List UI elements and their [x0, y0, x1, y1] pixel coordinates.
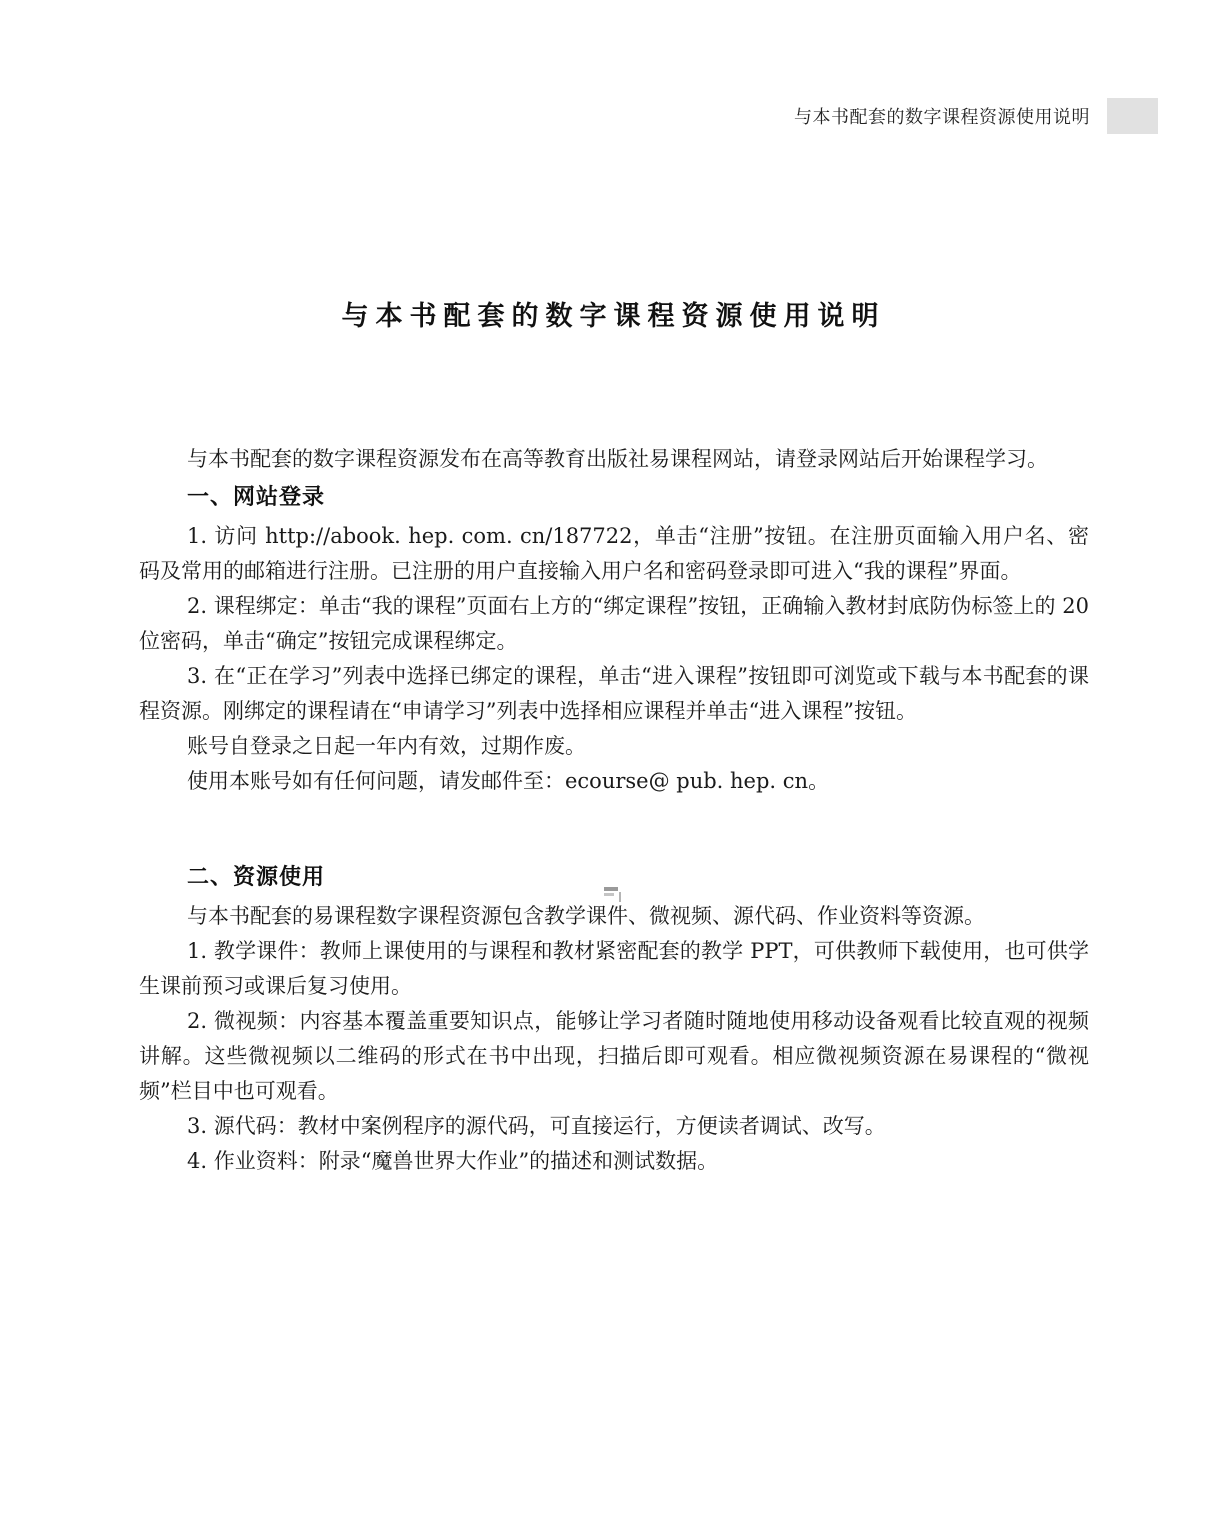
account-validity-note: 账号自登录之日起一年内有效，过期作废。: [187, 734, 586, 758]
login-step-1: 1. 访问 http://abook. hep. com. cn/187722，单击“注册”按钮。在注册页面输入用户名、密码及常用的邮箱进行注册。已注册的用户直接输入用户名和密码登录即可进入“我的课程”界面。: [139, 524, 1089, 583]
login-step-3: 3. 在“正在学习”列表中选择已绑定的课程，单击“进入课程”按钮即可浏览或下载与本书配套的课程资源。刚绑定的课程请在“申请学习”列表中选择相应课程并单击“进入课程”按钮。: [139, 664, 1089, 723]
section-heading-login: 一、网站登录: [187, 485, 326, 510]
section-spacer: [139, 799, 1089, 857]
resources-intro: 与本书配套的易课程数字课程资源包含教学课件、微视频、源代码、作业资料等资源。: [187, 904, 985, 928]
resource-micro-video: 2. 微视频：内容基本覆盖重要知识点，能够让学习者随时随地使用移动设备观看比较直观的视频讲解。这些微视频以二维码的形式在书中出现，扫描后即可观看。相应微视频资源在易课程的“微视频”栏目中也可观看。: [139, 1009, 1089, 1103]
running-header: 与本书配套的数字课程资源使用说明: [794, 107, 1090, 128]
small-mark-icon: [603, 884, 623, 904]
document-body: [139, 442, 1089, 1179]
page-title: 与本书配套的数字课程资源使用说明: [341, 301, 886, 332]
contact-email-note: 使用本账号如有任何问题，请发邮件至：ecourse@ pub. hep. cn。: [187, 769, 830, 793]
login-step-2: 2. 课程绑定：单击“我的课程”页面右上方的“绑定课程”按钮，正确输入教材封底防伪标签上的 20 位密码，单击“确定”按钮完成课程绑定。: [139, 594, 1089, 653]
section-heading-resources: 二、资源使用: [187, 865, 326, 890]
header-tab-block: [1107, 98, 1158, 134]
resource-source-code: 3. 源代码：教材中案例程序的源代码，可直接运行，方便读者调试、改写。: [187, 1114, 886, 1138]
resource-courseware: 1. 教学课件：教师上课使用的与课程和教材紧密配套的教学 PPT，可供教师下载使用，也可供学生课前预习或课后复习使用。: [139, 939, 1089, 998]
intro-paragraph: 与本书配套的数字课程资源发布在高等教育出版社易课程网站，请登录网站后开始课程学习。: [187, 447, 1048, 471]
resource-homework: 4. 作业资料：附录“魔兽世界大作业”的描述和测试数据。: [187, 1149, 719, 1173]
